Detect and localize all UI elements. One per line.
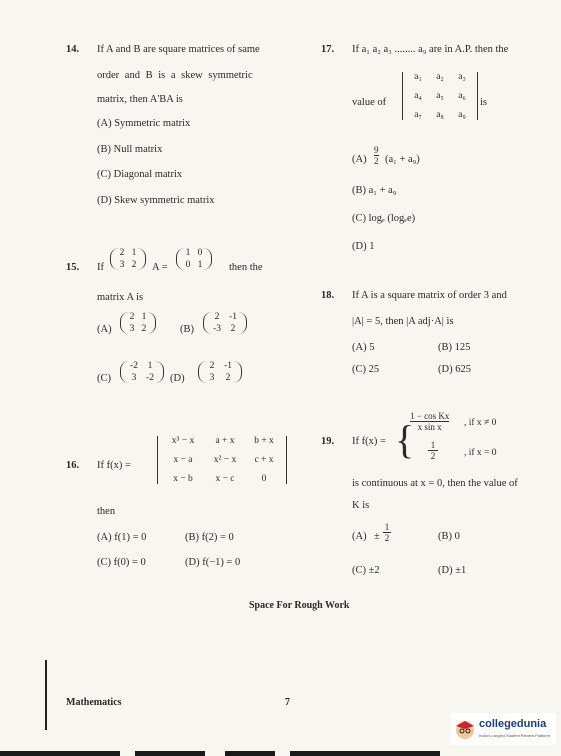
fraction-numerator: 1	[430, 440, 436, 450]
question-19-case2-fraction	[428, 440, 438, 461]
matrix-cell: 3	[209, 373, 215, 383]
determinant-cell: a₁	[414, 72, 422, 82]
matrix-cell: -3	[213, 324, 221, 334]
matrix-cell: 2	[129, 312, 135, 322]
question-19-lhs: If f(x) =	[352, 436, 386, 447]
matrix-cell: 2	[131, 260, 137, 270]
question-15-matrix-left	[110, 248, 146, 270]
question-17-option-d: (D) 1	[352, 241, 375, 252]
matrix-cell: 1	[141, 312, 147, 322]
fraction-numerator: 1 − cos Kx	[410, 411, 450, 421]
question-15-line2: matrix A is	[97, 292, 144, 303]
matrix-cell: 0	[185, 260, 191, 270]
rough-work-label: Space For Rough Work	[249, 600, 350, 611]
matrix-cell: -1	[224, 361, 232, 371]
matrix-cell: 3	[119, 260, 125, 270]
determinant-cell: x − c	[215, 474, 235, 484]
fraction-denominator: 2	[384, 533, 390, 543]
determinant-cell: x − a	[173, 455, 193, 465]
matrix-cell: 1	[147, 361, 153, 371]
determinant-cell: a + x	[215, 436, 235, 446]
matrix-cell: -2	[130, 361, 138, 371]
question-17-is: is	[480, 97, 488, 108]
brand-watermark	[451, 713, 556, 745]
question-19-option-d: (D) ±1	[438, 565, 467, 576]
question-19-option-b: (B) 0	[438, 531, 460, 542]
determinant-cell: c + x	[254, 455, 274, 465]
question-15-option-a-matrix	[120, 312, 156, 334]
page-number: 7	[285, 697, 290, 708]
question-18-line1: If A is a square matrix of order 3 and	[352, 290, 507, 301]
question-19-case2-condition: , if x = 0	[464, 448, 497, 458]
question-15-number: 15.	[66, 262, 80, 273]
question-16-option-c: (C) f(0) = 0	[97, 557, 146, 568]
question-15-option-c-matrix	[120, 361, 164, 383]
matrix-cell: 2	[141, 324, 147, 334]
fraction-denominator: 2	[430, 451, 436, 461]
question-19-option-a-sign: ±	[374, 531, 380, 542]
question-17-determinant	[402, 72, 478, 120]
brand-logo-icon	[453, 717, 477, 741]
question-19-option-a-fraction	[383, 522, 391, 543]
fraction-denominator: 2	[374, 156, 379, 166]
question-16-option-a: (A) f(1) = 0	[97, 532, 147, 543]
matrix-cell: 3	[131, 373, 137, 383]
question-15-if: If	[97, 262, 104, 273]
question-15-equals: A =	[152, 262, 168, 273]
question-19-line2: is continuous at x = 0, then the value of	[352, 478, 518, 489]
determinant-cell: x² − x	[213, 455, 237, 465]
determinant-cell: a₆	[458, 91, 466, 101]
question-17-option-a-rest: (a₁ + a₉)	[385, 154, 420, 165]
question-14-line2: order and B is a skew symmetric	[97, 70, 253, 81]
question-17-number: 17.	[321, 44, 335, 55]
question-17-option-a-fraction	[374, 145, 379, 166]
matrix-cell: -2	[146, 373, 154, 383]
question-16-then: then	[97, 506, 116, 517]
question-19-option-a-label: (A)	[352, 531, 367, 542]
question-16-option-b: (B) f(2) = 0	[185, 532, 234, 543]
question-18-option-b: (B) 125	[438, 342, 471, 353]
question-18-option-d: (D) 625	[438, 364, 471, 375]
determinant-cell: b + x	[254, 436, 274, 446]
fraction-numerator: 9	[374, 145, 379, 155]
piecewise-brace: {	[395, 417, 415, 462]
question-19-line3: K is	[352, 500, 370, 511]
brand-tagline: India's Largest Student Review Platform	[479, 733, 551, 738]
matrix-cell: 2	[209, 361, 215, 371]
matrix-cell: 3	[129, 324, 135, 334]
question-15-label-c: (C)	[97, 373, 111, 384]
question-17-value-of: value of	[352, 97, 387, 108]
matrix-cell: 2	[225, 373, 231, 383]
question-17-option-c: (C) logₑ (logₑe)	[352, 213, 416, 224]
determinant-cell: x³ − x	[171, 436, 195, 446]
question-19-option-c: (C) ±2	[352, 565, 380, 576]
determinant-cell: a₇	[414, 110, 422, 120]
question-16-option-d: (D) f(−1) = 0	[185, 557, 241, 568]
question-15-option-b-matrix	[203, 312, 247, 334]
determinant-cell: a₅	[436, 91, 444, 101]
question-14-number: 14.	[66, 44, 80, 55]
question-14-option-d: (D) Skew symmetric matrix	[97, 195, 215, 206]
question-14-option-b: (B) Null matrix	[97, 144, 163, 155]
question-19-case1-fraction	[410, 411, 449, 432]
question-15-option-d-matrix	[198, 361, 242, 383]
question-16-number: 16.	[66, 460, 80, 471]
question-18-option-a: (A) 5	[352, 342, 375, 353]
question-17-option-b: (B) a₁ + a₉	[352, 185, 397, 196]
question-16-lhs: If f(x) =	[97, 460, 131, 471]
question-19-case1-condition: , if x ≠ 0	[464, 418, 497, 428]
question-18-line2: |A| = 5, then |A adj·A| is	[352, 316, 454, 327]
matrix-cell: 2	[230, 324, 236, 334]
matrix-cell: 2	[214, 312, 220, 322]
question-16-determinant	[157, 436, 287, 484]
matrix-cell: -1	[229, 312, 237, 322]
matrix-cell: 1	[185, 248, 191, 258]
matrix-cell: 0	[197, 248, 203, 258]
determinant-cell: a₉	[458, 110, 466, 120]
bottom-edge-bar	[0, 751, 120, 756]
question-15-label-a: (A)	[97, 324, 112, 335]
matrix-cell: 2	[119, 248, 125, 258]
matrix-cell: 1	[197, 260, 203, 270]
margin-line	[45, 660, 47, 730]
determinant-cell: a₃	[458, 72, 466, 82]
brand-name: collegedunia	[479, 718, 547, 730]
question-17-line1: If a₁ a₂ a₃ ........ a₉ are in A.P. then the	[352, 44, 509, 55]
determinant-cell: x − b	[173, 474, 193, 484]
bottom-edge-bar	[225, 751, 275, 756]
determinant-cell: a₈	[436, 110, 444, 120]
determinant-cell: a₄	[414, 91, 422, 101]
bottom-edge-bar	[135, 751, 205, 756]
question-14-option-a: (A) Symmetric matrix	[97, 118, 191, 129]
question-14-line1: If A and B are square matrices of same	[97, 44, 260, 55]
question-14-line3: matrix, then A'BA is	[97, 94, 183, 105]
question-17-option-a-label: (A)	[352, 154, 367, 165]
determinant-cell: 0	[261, 474, 267, 484]
fraction-denominator: x sin x	[417, 422, 442, 432]
determinant-cell: a₂	[436, 72, 444, 82]
question-14-option-c: (C) Diagonal matrix	[97, 169, 183, 180]
fraction-numerator: 1	[384, 522, 390, 532]
question-15-label-d: (D)	[170, 373, 185, 384]
matrix-cell: 1	[131, 248, 137, 258]
bottom-edge-bar	[290, 751, 440, 756]
question-15-matrix-right	[176, 248, 212, 270]
question-15-label-b: (B)	[180, 324, 194, 335]
question-18-number: 18.	[321, 290, 335, 301]
question-15-then: then the	[229, 262, 263, 273]
question-19-number: 19.	[321, 436, 335, 447]
subject-label: Mathematics	[66, 697, 122, 708]
question-18-option-c: (C) 25	[352, 364, 380, 375]
